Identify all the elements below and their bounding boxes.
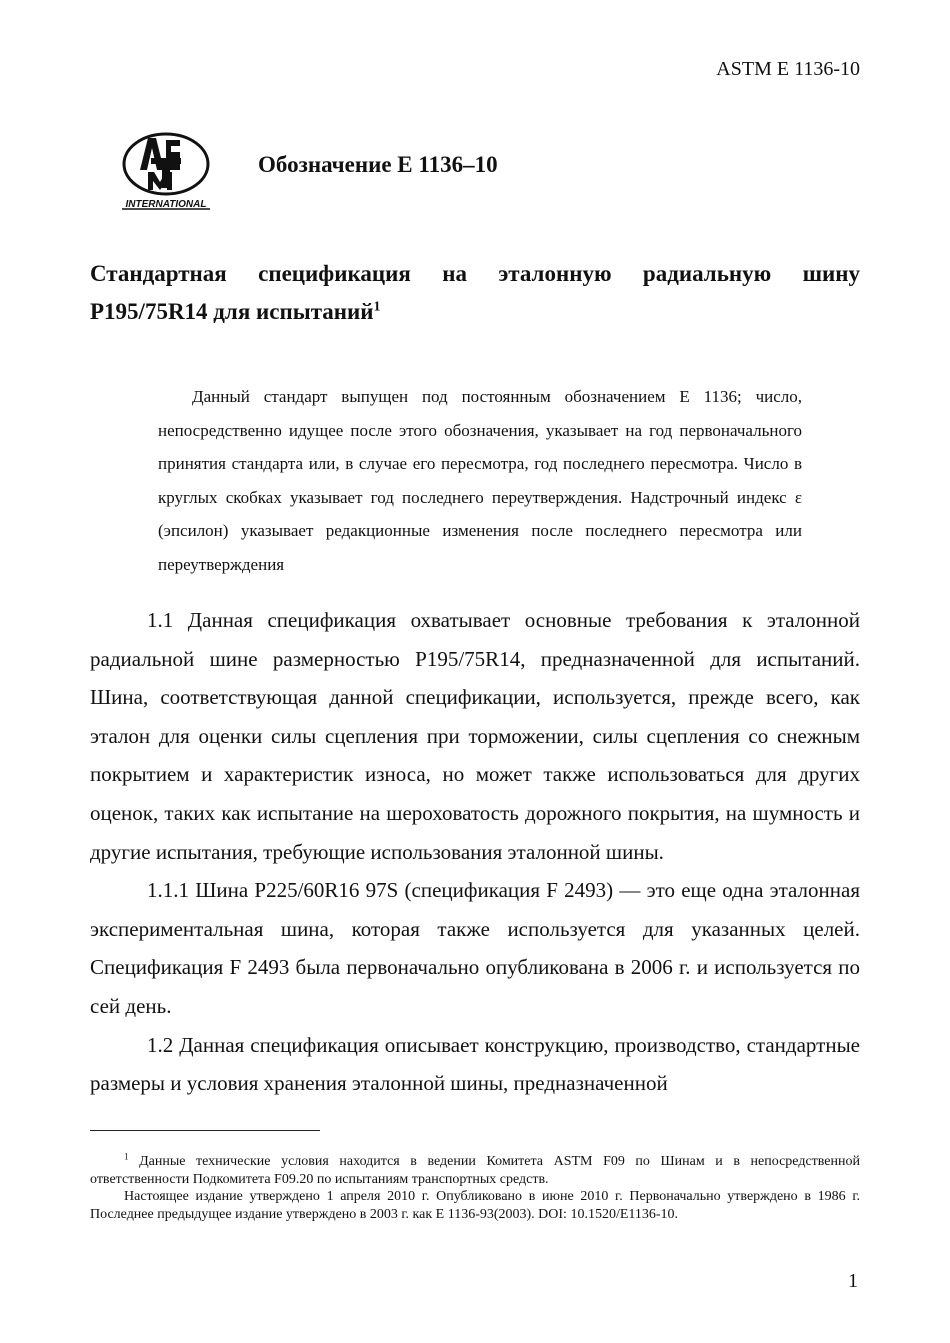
paragraph-1-1: 1.1 Данная спецификация охватывает основные требования к эталонной радиальной шине размерностью P195/75R14, предназначенной для испытаний. Шина, соответствующая данной спецификации, используется, прежде всего, как эталон для оценки силы сцепления при торможении, силы сцепления со снежным покрытием и характеристик износа, но может также использоваться для других оценок, таких как испытание на шероховатость дорожного покрытия, на шумность и другие испытания, требующие использования эталонной шины.	[90, 608, 860, 864]
footnote-1	[90, 1153, 860, 1188]
standard-notice	[158, 380, 802, 581]
standard-code: ASTM E 1136-10	[716, 58, 860, 80]
designation-heading: Обозначение E 1136–10	[258, 152, 498, 177]
footnote-divider	[90, 1130, 320, 1131]
footnotes	[90, 1153, 860, 1223]
title-footnote-mark: 1	[373, 299, 381, 315]
footnote-mark: 1	[124, 1151, 129, 1162]
paragraph-1-2: 1.2 Данная спецификация описывает конструкцию, производство, стандартные размеры и условия хранения эталонной шины, предназначенной	[90, 1032, 860, 1096]
title-line-2: P195/75R14 для испытаний	[90, 299, 374, 324]
footnote-2: Настоящее издание утверждено 1 апреля 2010 г. Опубликовано в июне 2010 г. Первоначально утверждено в 1986 г. Последнее предыдущее издание утверждено в 2003 г. как E 1136-93(2003). DOI: 10.1520/E1136-10.	[90, 1189, 860, 1222]
logo-text: INTERNATIONAL	[125, 199, 207, 210]
footnote-1-text: Данные технические условия находится в ведении Комитета ASTM F09 по Шинам и в непосредственной ответственности Подкомитета F09.20 по испытаниям транспортных средств.	[90, 1154, 860, 1187]
astm-logo-icon	[118, 128, 214, 210]
document-title	[90, 255, 860, 331]
body-text	[90, 601, 860, 1103]
paragraph-1-1-1: 1.1.1 Шина P225/60R16 97S (спецификация F 2493) — это еще одна эталонная экспериментальная шина, которая также используется для указанных целей. Спецификация F 2493 была первоначально опубликована в 2006 г. и используется по сей день.	[90, 878, 860, 1018]
page-number: 1	[848, 1270, 858, 1292]
title-line-1: Стандартная спецификация на эталонную радиальную шину	[90, 261, 860, 286]
notice-text: Данный стандарт выпущен под постоянным обозначением E 1136; число, непосредственно идущее после этого обозначения, указывает на год первоначального принятия стандарта или, в случае его пересмотра, год последнего пересмотра. Число в круглых скобках указывает год последнего переутверждения. Надстрочный индекс ε (эпсилон) указывает редакционные изменения после последнего пересмотра или переутверждения	[158, 387, 802, 574]
